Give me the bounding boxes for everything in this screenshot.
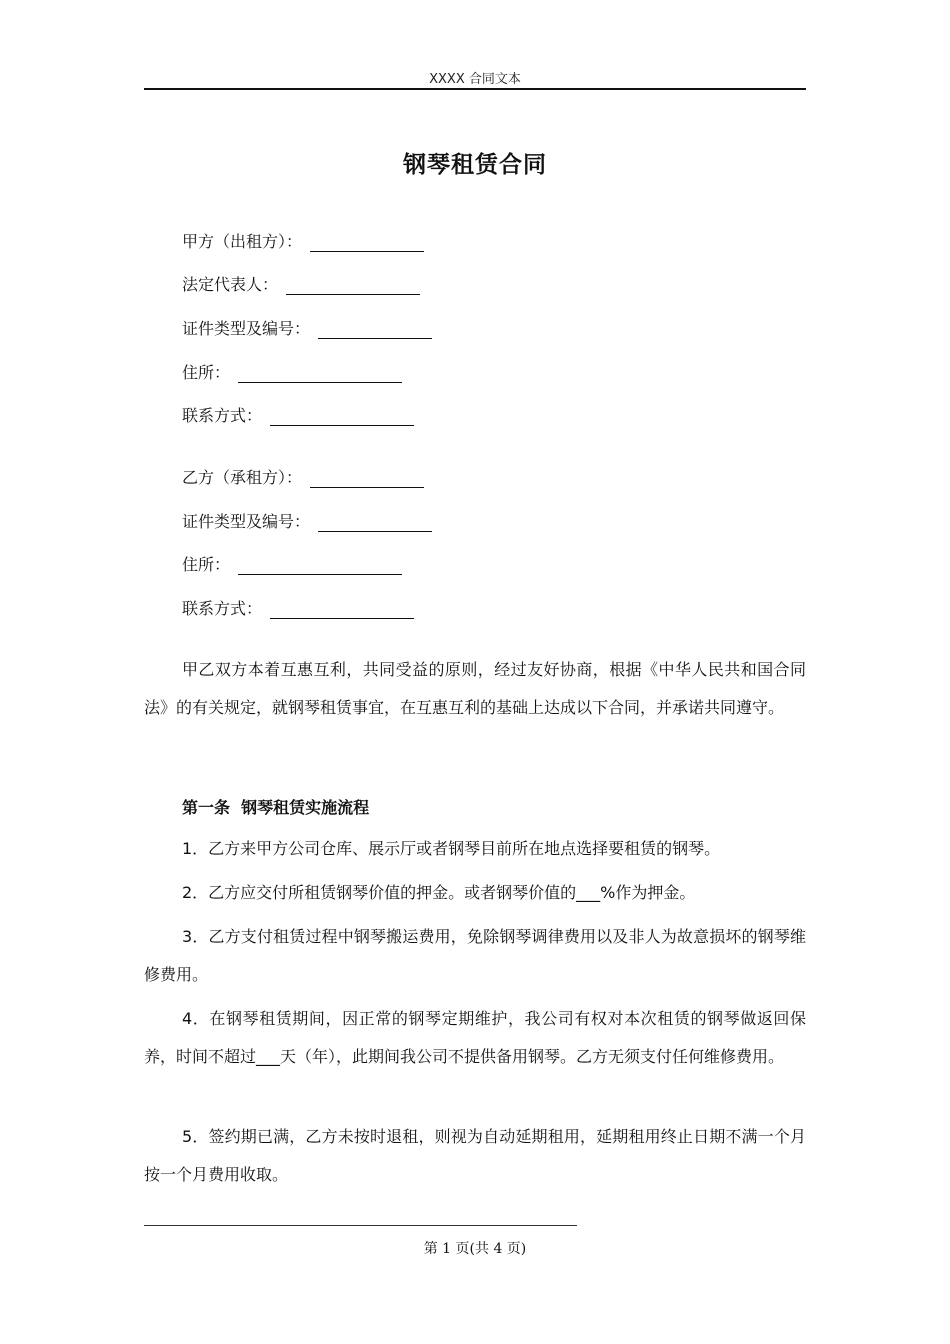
party-b-id-field bbox=[182, 512, 432, 532]
field-label: 甲方（出租方）： bbox=[182, 232, 303, 251]
field-label: 联系方式： bbox=[182, 406, 263, 425]
fill-blank[interactable] bbox=[270, 409, 414, 426]
party-a-id-field bbox=[182, 319, 432, 339]
article-1-item-2: 2．乙方应交付所租赁钢琴价值的押金。或者钢琴价值的___%作为押金。 bbox=[182, 883, 696, 902]
fill-blank[interactable] bbox=[310, 235, 424, 252]
field-label: 住所： bbox=[182, 363, 231, 382]
fill-blank[interactable] bbox=[318, 322, 432, 339]
field-label: 法定代表人： bbox=[182, 275, 279, 294]
party-b-address-field bbox=[182, 555, 402, 575]
party-a-address-field bbox=[182, 363, 402, 383]
party-a-contact-field bbox=[182, 406, 414, 426]
field-label: 证件类型及编号： bbox=[182, 319, 311, 338]
fill-blank[interactable] bbox=[270, 602, 414, 619]
page-header: XXXX 合同文本 bbox=[429, 72, 521, 87]
party-a-legal-rep-field bbox=[182, 275, 420, 295]
field-label: 证件类型及编号： bbox=[182, 512, 311, 531]
field-label: 联系方式： bbox=[182, 599, 263, 618]
page-number: 第 1 页(共 4 页) bbox=[423, 1241, 527, 1257]
article-1-item-3: 3．乙方支付租赁过程中钢琴搬运费用，免除钢琴调律费用以及非人为故意损坏的钢琴维修费用。 bbox=[144, 927, 806, 984]
field-label: 住所： bbox=[182, 555, 231, 574]
header-divider bbox=[144, 88, 806, 90]
fill-blank[interactable] bbox=[238, 558, 402, 575]
party-b-contact-field bbox=[182, 599, 414, 619]
fill-blank[interactable] bbox=[286, 278, 420, 295]
article-1-item-5: 5．签约期已满，乙方未按时退租，则视为自动延期租用，延期租用终止日期不满一个月按一个月费用收取。 bbox=[144, 1127, 806, 1184]
intro-paragraph: 甲乙双方本着互惠互利，共同受益的原则，经过友好协商，根据《中华人民共和国合同法》的有关规定，就钢琴租赁事宜，在互惠互利的基础上达成以下合同，并承诺共同遵守。 bbox=[144, 660, 806, 717]
article-1-title: 第一条 钢琴租赁实施流程 bbox=[182, 798, 370, 817]
party-b-name-field bbox=[182, 468, 424, 488]
fill-blank[interactable] bbox=[318, 515, 432, 532]
party-a-name-field bbox=[182, 232, 424, 252]
article-1-item-4: 4．在钢琴租赁期间，因正常的钢琴定期维护，我公司有权对本次租赁的钢琴做返回保养，时间不超过___天（年），此期间我公司不提供备用钢琴。乙方无须支付任何维修费用。 bbox=[144, 1009, 806, 1066]
footer-divider bbox=[144, 1225, 577, 1226]
document-title: 钢琴租赁合同 bbox=[403, 152, 547, 178]
article-1-item-1: 1．乙方来甲方公司仓库、展示厅或者钢琴目前所在地点选择要租赁的钢琴。 bbox=[182, 839, 721, 858]
fill-blank[interactable] bbox=[238, 366, 402, 383]
fill-blank[interactable] bbox=[310, 471, 424, 488]
field-label: 乙方（承租方）： bbox=[182, 468, 303, 487]
